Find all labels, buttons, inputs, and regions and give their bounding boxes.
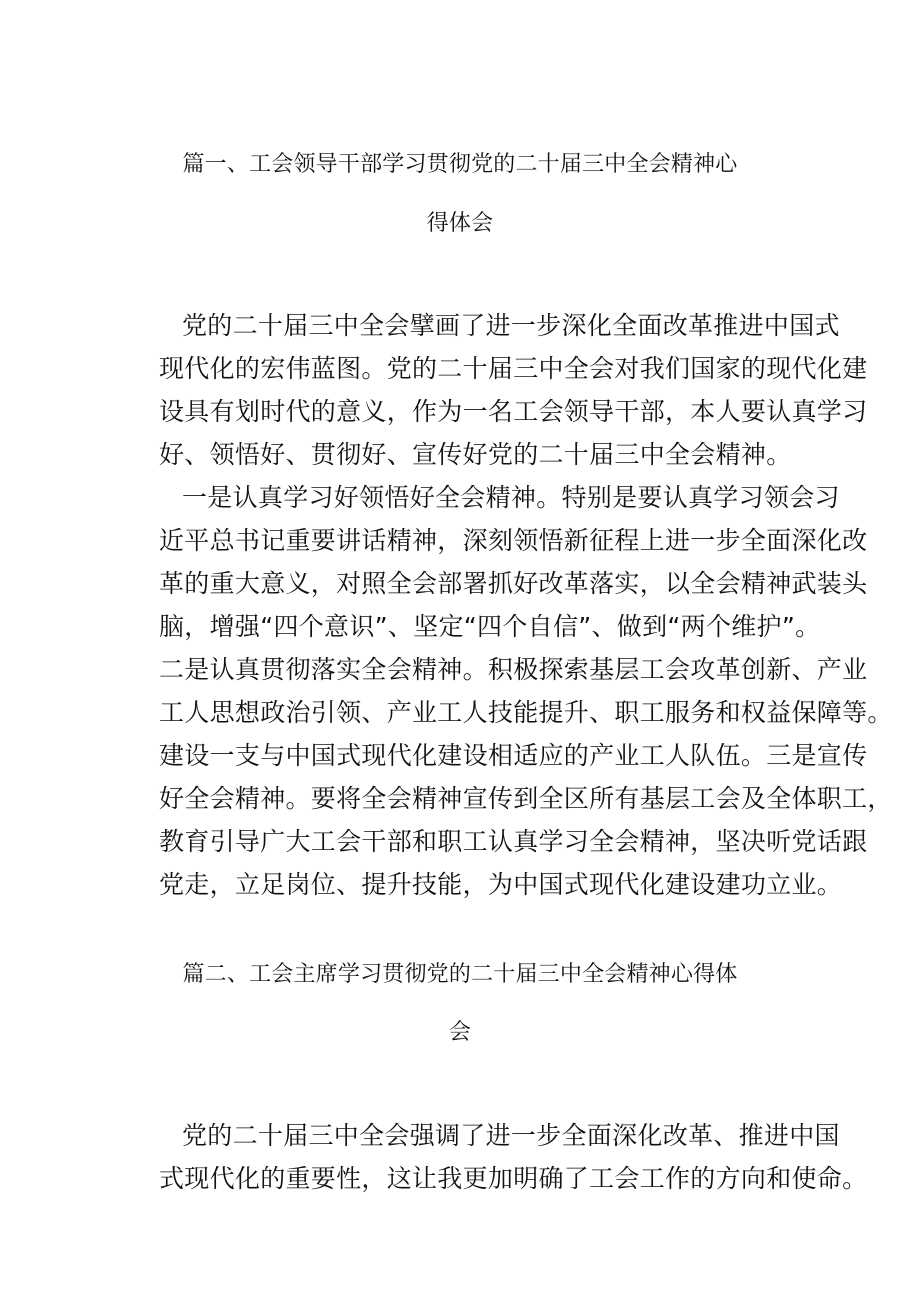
section-1-paragraph-line-7: 革的重大意义，对照全会部署抓好改革落实，以全会精神武装头 [159,569,868,598]
section-1-paragraph-line-4: 好、领悟好、贯彻好、宣传好党的二十届三中全会精神。 [159,440,792,469]
section-1-paragraph-line-9: 二是认真贯彻落实全会精神。积极探索基层工会攻革创新、产业 [159,655,868,684]
section-1-paragraph-line-10: 工人思想政治引领、产业工人技能提升、职工服务和权益保障等。 [159,698,893,727]
section-2-paragraph-line-1: 党的二十届三中全会强调了进一步全面深化改革、推进中国 [182,1121,840,1150]
section-1-paragraph-line-6: 近平总书记重要讲话精神，深刻领悟新征程上进一步全面深化改 [159,526,868,555]
section-2-title-line-2: 会 [448,1020,472,1045]
section-1-title-line-1: 篇一、工会领导干部学习贯彻党的二十届三中全会精神心 [182,152,738,177]
section-1-paragraph-line-13: 教育引导广大工会干部和职工认真学习全会精神，坚决听党话跟 [159,827,868,856]
section-1-paragraph-line-11: 建设一支与中国式现代化建设相适应的产业工人队伍。三是宣传 [159,741,868,770]
section-1-paragraph-line-1: 党的二十届三中全会擘画了进一步深化全面改革推进中国式 [182,311,840,340]
section-1-paragraph-line-8: 脑，增强“四个意识”、坚定“四个自信”、做到“两个维护”。 [159,612,821,641]
section-2-title-line-1: 篇二、工会主席学习贯彻党的二十届三中全会精神心得体 [182,962,738,987]
section-1-title-line-2: 得体会 [426,211,494,236]
section-2-paragraph-line-2: 式现代化的重要性，这让我更加明确了工会工作的方向和使命。 [159,1164,868,1193]
section-1-paragraph-line-12: 好全会精神。要将全会精神宣传到全区所有基层工会及全体职工， [159,784,893,813]
section-1-paragraph-line-3: 设具有划时代的意义，作为一名工会领导干部，本人要认真学习 [159,397,868,426]
section-1-paragraph-line-5: 一是认真学习好领悟好全会精神。特别是要认真学习领会习 [182,483,840,512]
section-1-paragraph-line-2: 现代化的宏伟蓝图。党的二十届三中全会对我们国家的现代化建 [159,354,868,383]
section-1-paragraph-line-14: 党走，立足岗位、提升技能，为中国式现代化建设建功立业。 [159,870,843,899]
